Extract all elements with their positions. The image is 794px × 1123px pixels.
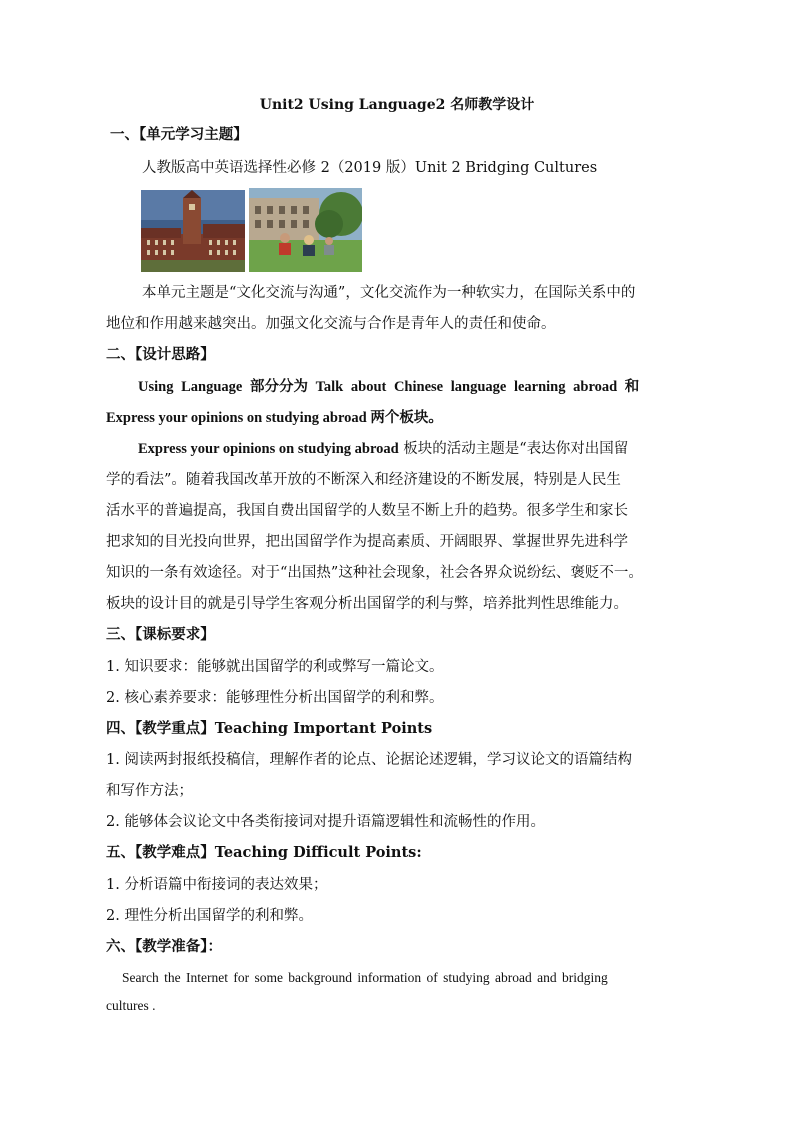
unit-subtitle: 人教版高中英语选择性必修 2（2019 版）Unit 2 Bridging Cultures: [142, 160, 598, 176]
design-p1-line-2: Express your opinions on studying abroad 两个板块。: [106, 410, 443, 426]
design-p2-zh-lead: 板块的活动主题是“表达你对出国留: [398, 441, 629, 457]
requirement-item-2: 2. 核心素养要求：能够理性分析出国留学的利和弊。: [106, 690, 444, 706]
difficulty-item-1: 1. 分析语篇中衔接词的表达效果；: [106, 877, 328, 893]
difficulty-item-2: 2. 理性分析出国留学的利和弊。: [106, 908, 313, 924]
theme-paragraph-line-1: 本单元主题是“文化交流与沟通”，文化交流作为一种软实力，在国际关系中的: [142, 285, 636, 301]
section-4-heading: 四、【教学重点】Teaching Important Points: [106, 720, 433, 737]
design-p2-line-6: 板块的设计目的就是引导学生客观分析出国留学的利与弊，培养批判性思维能力。: [106, 596, 628, 612]
requirement-item-1: 1. 知识要求：能够就出国留学的利或弊写一篇论文。: [106, 659, 444, 675]
key-point-1-line-2: 和写作方法；: [106, 783, 193, 799]
section-3-heading: 三、【课标要求】: [106, 626, 215, 643]
design-p2-line-5: 知识的一条有效途径。对于“出国热”这种社会现象，社会各界众说纷纭、褒贬不一。: [106, 565, 643, 581]
preparation-line-2: cultures .: [106, 998, 156, 1013]
preparation-line-1: Search the Internet for some background information of studying abroad and bridging: [122, 970, 608, 985]
students-on-lawn-photo: [249, 188, 362, 272]
design-p2-en-lead: Express your opinions on studying abroad: [138, 441, 399, 457]
design-p2-line-4: 把求知的目光投向世界，把出国留学作为提高素质、开阔眼界、掌握世界先进科学: [106, 534, 628, 550]
section-2-heading: 二、【设计思路】: [106, 346, 215, 363]
design-p2-line-3: 活水平的普遍提高，我国自费出国留学的人数呈不断上升的趋势。很多学生和家长: [106, 503, 628, 519]
design-p1-line-1: Using Language 部分分为 Talk about Chinese language learning abroad 和: [138, 379, 640, 395]
university-building-photo: [141, 190, 245, 272]
design-p2-line-1: [138, 442, 628, 457]
key-point-1-line-1: 1. 阅读两封报纸投稿信，理解作者的论点、论据论述逻辑，学习议论文的语篇结构: [106, 752, 632, 768]
key-point-2: 2. 能够体会议论文中各类衔接词对提升语篇逻辑性和流畅性的作用。: [106, 814, 545, 830]
section-1-heading: 一、【单元学习主题】: [110, 126, 248, 143]
design-p2-line-2: 学的看法”。随着我国改革开放的不断深入和经济建设的不断发展，特别是人民生: [106, 472, 621, 488]
section-6-heading: 六、【教学准备】：: [106, 938, 222, 955]
theme-paragraph-line-2: 地位和作用越来越突出。加强文化交流与合作是青年人的责任和使命。: [106, 316, 556, 332]
page-title: Unit2 Using Language2 名师教学设计: [259, 97, 535, 113]
section-5-heading: 五、【教学难点】Teaching Difficult Points:: [106, 844, 422, 861]
